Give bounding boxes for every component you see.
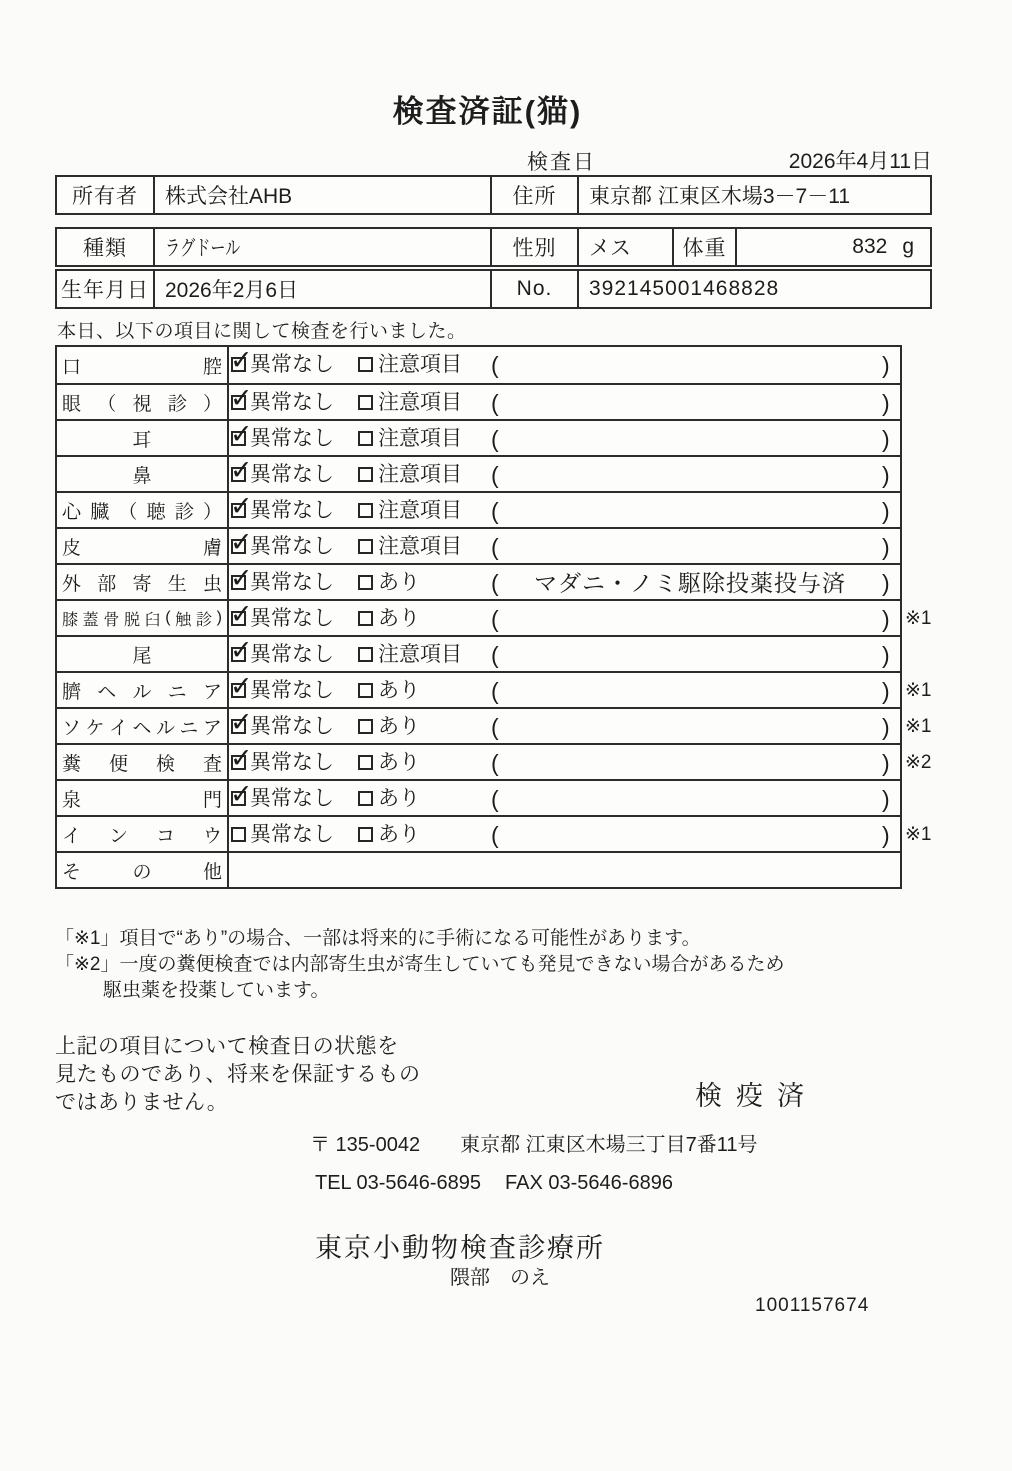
close-paren: ) (882, 426, 890, 452)
exam-item-label-char: ル (132, 681, 152, 703)
exam-item-label-char: 糞 (62, 753, 82, 775)
exam-item-label-char: 鼻 (132, 465, 152, 487)
exam-item-label-char: 腔 (202, 356, 222, 378)
document-serial: 1001157674 (755, 1295, 870, 1316)
alt-checkbox (358, 575, 373, 590)
alt-checkbox-label: 注意項目 (378, 391, 462, 414)
disclaimer-line-3: ではありません。 (55, 1091, 229, 1114)
open-paren: ( (491, 678, 499, 704)
exam-item-label-char: ヘ (97, 681, 117, 703)
exam-row (57, 779, 900, 815)
close-paren: ) (882, 570, 890, 596)
open-paren: ( (491, 642, 499, 668)
exam-item-label-char: ） (202, 501, 222, 523)
exam-item-label-char: 耳 (132, 429, 152, 451)
ok-checkbox (231, 467, 246, 482)
footnote-ref: ※2 (905, 752, 932, 773)
weight-number: 832 (852, 235, 888, 258)
close-paren: ) (882, 642, 890, 668)
ok-checkbox (231, 575, 246, 590)
alt-checkbox (358, 431, 373, 446)
close-paren: ) (882, 822, 890, 848)
ok-checkbox (231, 719, 246, 734)
open-paren: ( (491, 786, 499, 812)
close-paren: ) (882, 390, 890, 416)
ok-checkbox-label: 異常なし (250, 643, 334, 666)
exam-item-label (57, 745, 229, 779)
exam-row-content (229, 709, 932, 743)
exam-item-label (57, 457, 229, 491)
alt-checkbox-label: 注意項目 (378, 463, 462, 486)
ok-checkbox (231, 647, 246, 662)
exam-item-label-char: ル (155, 717, 175, 739)
close-paren: ) (882, 606, 890, 632)
exam-row (57, 851, 900, 887)
weight-label: 体重 (672, 229, 735, 265)
ok-checkbox (231, 395, 246, 410)
exam-row-content (229, 637, 900, 671)
exam-item-label-char: 寄 (132, 573, 152, 595)
exam-item-label-char: イ (108, 717, 128, 739)
open-paren: ( (491, 352, 499, 378)
disclaimer-line-1: 上記の項目について検査日の状態を (55, 1035, 399, 1058)
ok-checkbox (231, 431, 246, 446)
exam-item-label-char: 臍 (62, 681, 82, 703)
owner-label: 所有者 (72, 185, 138, 208)
exam-item-label-char: 尾 (132, 645, 152, 667)
quarantine-stamp: 検疫済 (695, 1081, 818, 1111)
exam-row-content (229, 817, 932, 851)
alt-checkbox-label: 注意項目 (378, 499, 462, 522)
ok-checkbox-label: 異常なし (250, 499, 334, 522)
ok-checkbox-label: 異常なし (250, 715, 334, 738)
alt-checkbox (358, 647, 373, 662)
footnotes (55, 926, 785, 1004)
exam-row-content (229, 745, 932, 779)
close-paren: ) (882, 534, 890, 560)
pet-info-row-2 (55, 269, 932, 309)
exam-item-label-char: 部 (97, 573, 117, 595)
breed-label: 種類 (83, 237, 127, 260)
exam-item-label-char: ） (202, 393, 222, 415)
exam-item-label-char: ウ (202, 825, 222, 847)
close-paren: ) (882, 678, 890, 704)
clinic-fax: FAX 03-5646-6896 (505, 1172, 673, 1194)
exam-item-label-char: ア (202, 681, 222, 703)
ok-checkbox (231, 503, 246, 518)
exam-item-label-char: 触 (175, 611, 192, 629)
exam-item-label (57, 817, 229, 851)
exam-item-label-char: 臼 (144, 611, 161, 629)
alt-checkbox (358, 539, 373, 554)
alt-checkbox (358, 611, 373, 626)
exam-item-label-char: 診 (195, 611, 212, 629)
exam-item-label (57, 853, 229, 887)
alt-checkbox-label: 注意項目 (378, 427, 462, 450)
alt-checkbox (358, 357, 373, 372)
exam-item-label-char: 膚 (202, 537, 222, 559)
exam-row (57, 527, 900, 563)
exam-row (57, 743, 932, 779)
breed-text: ラグドール (165, 237, 241, 260)
exam-item-label (57, 601, 229, 635)
exam-row (57, 563, 900, 599)
exam-item-label-char: ( (165, 609, 171, 626)
alt-checkbox (358, 395, 373, 410)
clinic-address: 東京都 江東区木場三丁目7番11号 (460, 1134, 758, 1156)
alt-checkbox (358, 755, 373, 770)
ok-checkbox (231, 827, 246, 842)
exam-item-label-char: （ (97, 393, 117, 415)
no-value: 392145001468828 (577, 271, 930, 307)
exam-item-label-char: 蓋 (82, 611, 99, 629)
footnote-ref: ※1 (905, 680, 932, 701)
no-label: No. (490, 271, 577, 307)
exam-row-content (229, 601, 932, 635)
exam-item-label-char: 外 (62, 573, 82, 595)
exam-item-label-char: （ (118, 501, 138, 523)
exam-item-label-char: 検 (155, 753, 175, 775)
footnote-1: 「※1」項目で“あり”の場合、一部は将来的に手術になる可能性があります。 (55, 928, 701, 949)
footnote-ref: ※1 (905, 716, 932, 737)
alt-checkbox-label: あり (378, 679, 420, 702)
exam-row (57, 707, 932, 743)
ok-checkbox-label: 異常なし (250, 535, 334, 558)
exam-item-label-char: 診 (167, 393, 187, 415)
footnote-2: 「※2」一度の糞便検査では内部寄生虫が寄生していても発見できない場合があるため (55, 954, 785, 975)
exam-item-label (57, 709, 229, 743)
close-paren: ) (882, 352, 890, 378)
open-paren: ( (491, 750, 499, 776)
exam-item-label-char: ソ (62, 717, 82, 739)
ok-checkbox-label: 異常なし (250, 751, 334, 774)
ok-checkbox (231, 683, 246, 698)
address-label: 住所 (490, 177, 577, 213)
page-title: 検査済証(猫) (392, 94, 583, 129)
footnote-ref: ※1 (905, 608, 932, 629)
exam-row (57, 635, 900, 671)
open-paren: ( (491, 714, 499, 740)
ok-checkbox (231, 611, 246, 626)
open-paren: ( (491, 606, 499, 632)
exam-item-label-char: 泉 (62, 789, 82, 811)
exam-item-label-char: 門 (202, 789, 222, 811)
open-paren: ( (491, 462, 499, 488)
footnote-2-cont: 駆虫薬を投薬しています。 (103, 980, 330, 1001)
clinic-name: 東京小動物検査診療所 (315, 1233, 605, 1263)
exam-item-label-char: 生 (167, 573, 187, 595)
ok-checkbox-label: 異常なし (250, 391, 334, 414)
exam-row (57, 419, 900, 455)
alt-checkbox-label: あり (378, 787, 420, 810)
clinic-postal-line (310, 1128, 758, 1157)
clinic-postal-code: 〒 135-0042 (310, 1134, 421, 1156)
open-paren: ( (491, 534, 499, 560)
close-paren: ) (882, 498, 890, 524)
alt-checkbox-label: 注意項目 (378, 535, 462, 558)
weight-unit: g (902, 235, 914, 258)
open-paren: ( (491, 822, 499, 848)
owner-address: 東京都 江東区木場3－7－11 (577, 177, 930, 213)
exam-item-label (57, 781, 229, 815)
open-paren: ( (491, 390, 499, 416)
exam-item-label-char: ニ (179, 717, 199, 739)
exam-row-content (229, 457, 900, 491)
exam-item-label-char: 脱 (123, 611, 140, 629)
exam-item-label-char: 心 (62, 501, 82, 523)
exam-row (57, 383, 900, 419)
ok-checkbox-label: 異常なし (250, 607, 334, 630)
sex-value: メス (577, 229, 672, 265)
close-paren: ) (882, 462, 890, 488)
exam-row-content (229, 565, 900, 599)
exam-row (57, 455, 900, 491)
breed-value (153, 229, 490, 265)
close-paren: ) (882, 786, 890, 812)
exam-item-label-char: 他 (202, 861, 222, 883)
exam-item-label-char: 聴 (146, 501, 166, 523)
sex-label: 性別 (490, 229, 577, 265)
ok-checkbox-label: 異常なし (250, 463, 334, 486)
ok-checkbox-label: 異常なし (250, 823, 334, 846)
owner-table (55, 175, 932, 215)
exam-row (57, 599, 932, 635)
open-paren: ( (491, 570, 499, 596)
ok-checkbox-label: 異常なし (250, 353, 334, 376)
exam-row (57, 815, 932, 851)
clinic-tel-line (315, 1172, 673, 1195)
clinic-tel: TEL 03-5646-6895 (315, 1172, 482, 1194)
birthdate-value: 2026年2月6日 (153, 271, 490, 307)
disclaimer (55, 1033, 421, 1117)
exam-date-label: 検査日 (527, 151, 596, 174)
exam-item-label-char: ヘ (132, 717, 152, 739)
exam-item-label (57, 493, 229, 527)
examiner-name: 隈部 のえ (450, 1267, 550, 1289)
exam-item-label-char: 眼 (62, 393, 82, 415)
alt-checkbox-label: あり (378, 715, 420, 738)
exam-row-content (229, 673, 932, 707)
alt-checkbox-label: あり (378, 751, 420, 774)
exam-item-label-char: 骨 (103, 611, 120, 629)
exam-item-label-char: の (132, 861, 152, 883)
exam-row-content (229, 493, 900, 527)
alt-checkbox-label: あり (378, 607, 420, 630)
exam-item-label-char: 膝 (62, 611, 79, 629)
ok-checkbox-label: 異常なし (250, 679, 334, 702)
ok-checkbox (231, 539, 246, 554)
alt-checkbox-label: あり (378, 571, 420, 594)
exam-item-label (57, 385, 229, 419)
exam-row (57, 671, 932, 707)
birthdate-label: 生年月日 (61, 279, 149, 302)
alt-checkbox-label: 注意項目 (378, 353, 462, 376)
intro-line: 本日、以下の項目に関して検査を行いました。 (57, 321, 467, 342)
exam-item-label (57, 637, 229, 671)
owner-name: 株式会社AHB (153, 177, 490, 213)
open-paren: ( (491, 426, 499, 452)
ok-checkbox-label: 異常なし (250, 787, 334, 810)
finding-value: マダニ・ノミ駆除投薬投与済 (534, 570, 846, 596)
exam-item-label-char: 皮 (62, 537, 82, 559)
exam-item-label-char: ) (216, 609, 222, 626)
ok-checkbox (231, 357, 246, 372)
footnote-ref: ※1 (905, 824, 932, 845)
alt-checkbox (358, 683, 373, 698)
alt-checkbox (358, 791, 373, 806)
exam-item-label-char: 臓 (90, 501, 110, 523)
exam-item-label (57, 565, 229, 599)
ok-checkbox (231, 755, 246, 770)
open-paren: ( (491, 498, 499, 524)
exam-item-label (57, 347, 229, 383)
weight-value (735, 229, 930, 265)
disclaimer-line-2: 見たものであり、将来を保証するもの (55, 1063, 421, 1086)
alt-checkbox (358, 467, 373, 482)
alt-checkbox (358, 719, 373, 734)
ok-checkbox (231, 791, 246, 806)
alt-checkbox (358, 827, 373, 842)
exam-item-label-char: ケ (85, 717, 105, 739)
exam-row-content (229, 853, 900, 887)
alt-checkbox-label: あり (378, 823, 420, 846)
ok-checkbox-label: 異常なし (250, 571, 334, 594)
exam-item-label-char: 視 (132, 393, 152, 415)
exam-item-label-char: 虫 (202, 573, 222, 595)
exam-row (57, 347, 900, 383)
exam-row (57, 491, 900, 527)
exam-item-label-char: 査 (202, 753, 222, 775)
exam-item-label-char: 診 (174, 501, 194, 523)
exam-date-value: 2026年4月11日 (788, 150, 932, 173)
exam-item-label-char: イ (62, 825, 82, 847)
exam-item-label-char: ニ (167, 681, 187, 703)
exam-item-label-char: コ (155, 825, 175, 847)
exam-table (55, 345, 932, 889)
exam-item-label-char: 口 (62, 356, 82, 378)
exam-row-content (229, 385, 900, 419)
exam-row-content (229, 347, 900, 383)
exam-item-label-char: ア (202, 717, 222, 739)
exam-item-label (57, 421, 229, 455)
alt-checkbox (358, 503, 373, 518)
exam-row-content (229, 781, 900, 815)
exam-item-label-char: 便 (108, 753, 128, 775)
exam-item-label (57, 529, 229, 563)
exam-item-label-char: ン (108, 825, 128, 847)
exam-item-label-char: そ (62, 861, 82, 883)
pet-info-row-1 (55, 227, 932, 267)
exam-item-label (57, 673, 229, 707)
close-paren: ) (882, 714, 890, 740)
ok-checkbox-label: 異常なし (250, 427, 334, 450)
exam-row-content (229, 421, 900, 455)
alt-checkbox-label: 注意項目 (378, 643, 462, 666)
close-paren: ) (882, 750, 890, 776)
exam-row-content (229, 529, 900, 563)
